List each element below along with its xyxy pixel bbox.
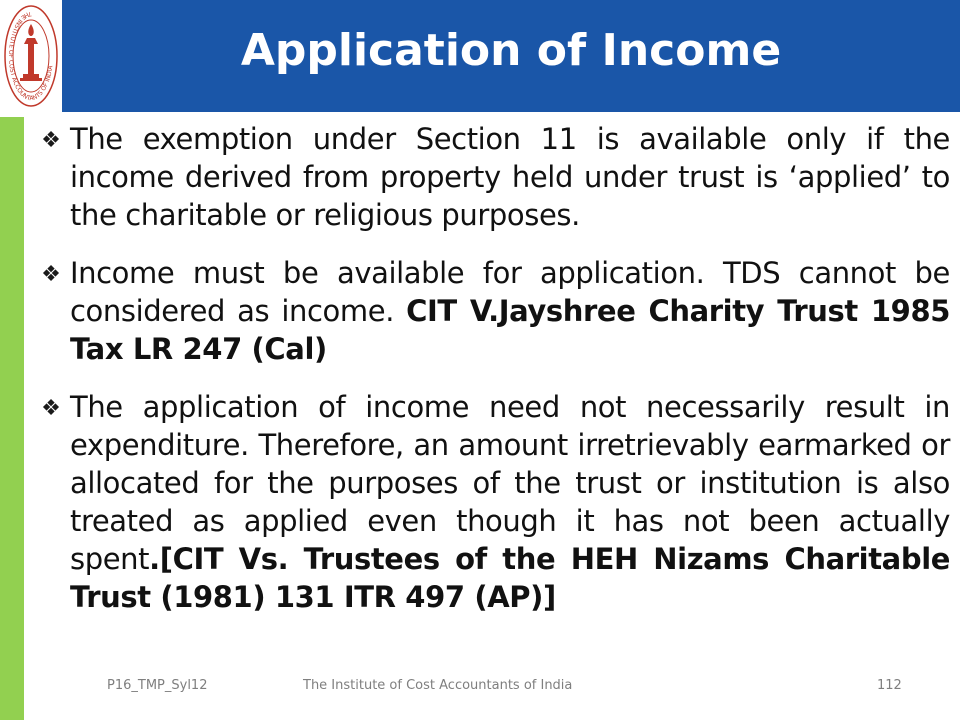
diamond-bullet-icon: ❖	[41, 127, 61, 152]
diamond-bullet-icon: ❖	[41, 261, 61, 286]
page-number: 112	[877, 678, 902, 693]
institute-logo	[0, 0, 62, 112]
bullet-text	[70, 388, 950, 616]
bullet-body: Income must be available for application. TDS cannot be considered as income.	[70, 256, 950, 328]
bullet-item	[32, 254, 950, 368]
bullet-item	[32, 388, 950, 616]
case-citation: .[CIT Vs. Trustees of the HEH Nizams Charitable Trust (1981) 131 ITR 497 (AP)]	[70, 542, 950, 614]
institute-seal-icon	[2, 2, 60, 110]
bullet-item	[32, 120, 950, 234]
slide-title: Application of Income	[240, 24, 782, 76]
bullet-body: The exemption under Section 11 is available only if the income derived from property held under trust is ‘applied’ to the charitable or religious purposes.	[70, 122, 950, 232]
slide-header	[62, 0, 960, 112]
bullet-text	[70, 254, 950, 368]
left-accent-bar	[0, 117, 24, 720]
bullet-body: The application of income need not necessarily result in expenditure. Therefore, an amount irretrievably earmarked or allocated for the purposes of the trust or institution is also treated as applied even though it has not been actually spent	[70, 390, 950, 576]
diamond-bullet-icon: ❖	[41, 395, 61, 420]
slide-content	[32, 120, 950, 636]
case-citation: CIT V.Jayshree Charity Trust 1985 Tax LR 247 (Cal)	[70, 294, 950, 366]
footer-organization: The Institute of Cost Accountants of India	[303, 678, 573, 693]
bullet-text	[70, 120, 950, 234]
slide-footer	[0, 678, 960, 698]
logo-ring-text: THE INSTITUTE OF COST ACCOUNTANTS OF INDIA	[7, 9, 55, 103]
footer-code: P16_TMP_Syl12	[107, 678, 208, 693]
